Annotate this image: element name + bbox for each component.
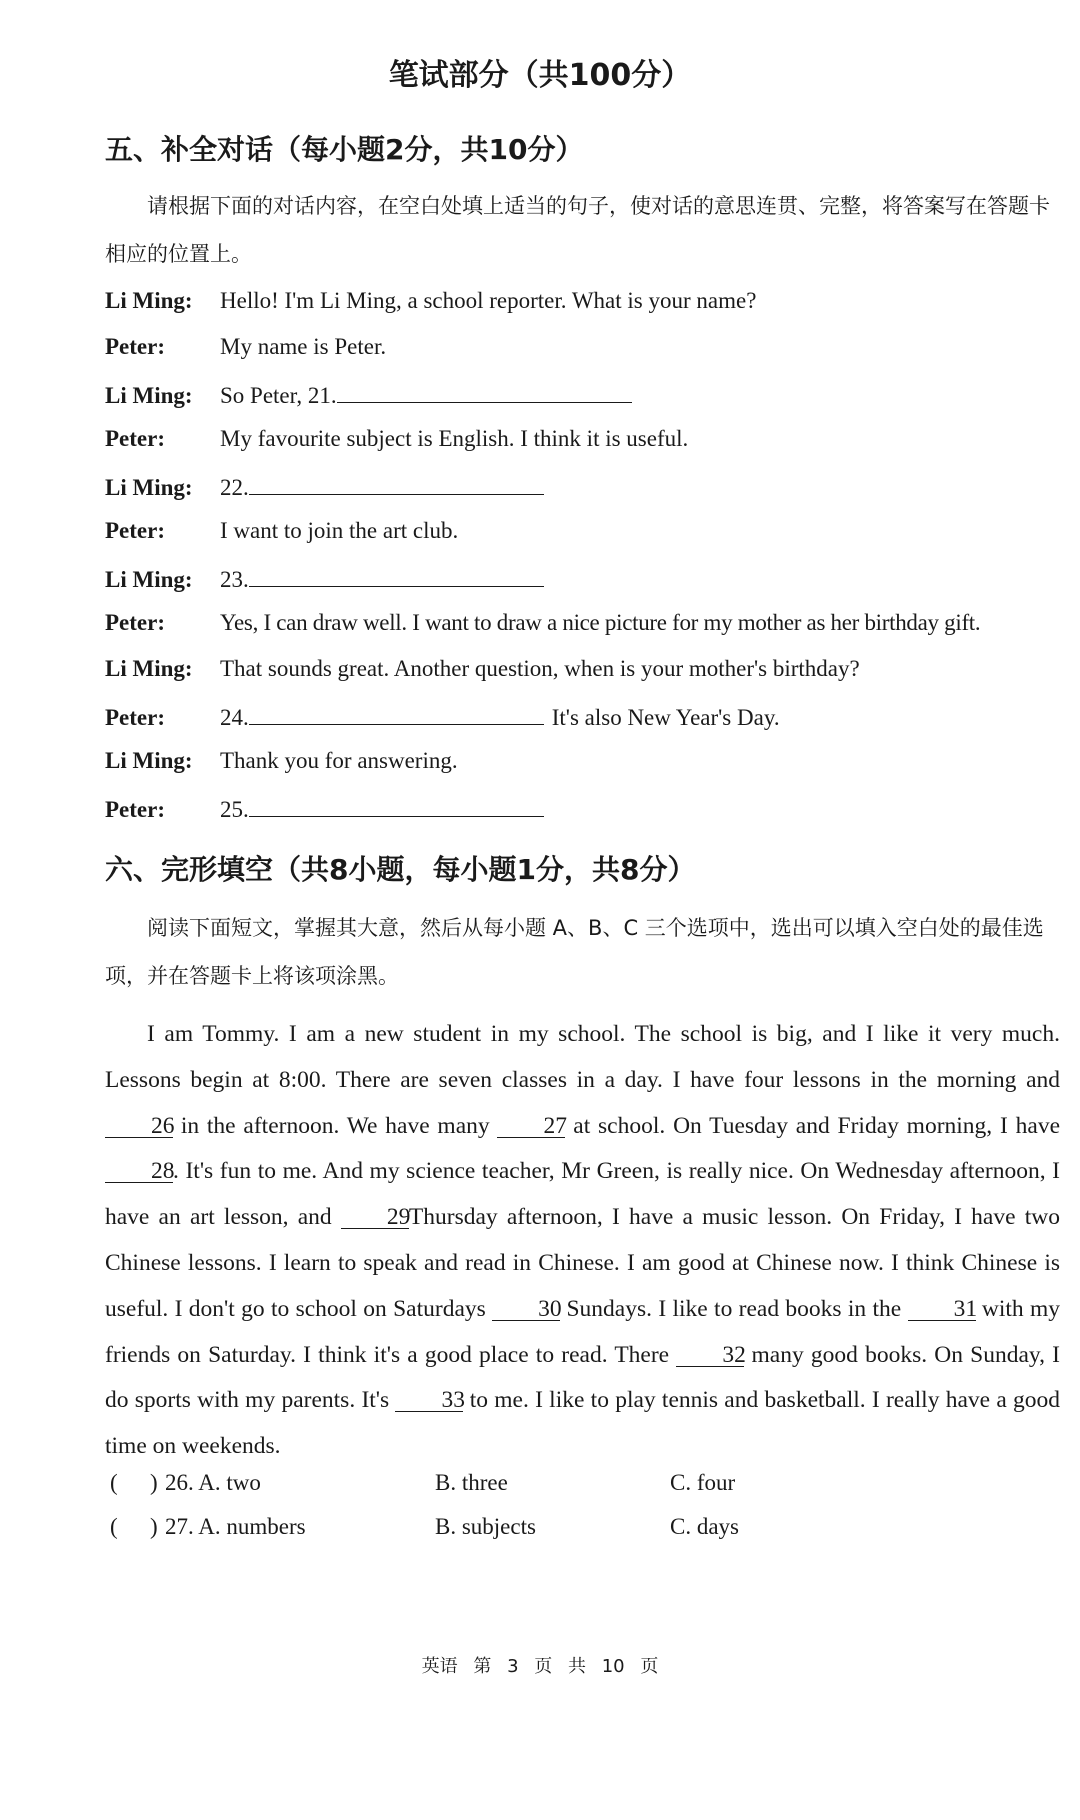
speech-text: So Peter, 21. [220,383,337,408]
answer-blank-24[interactable] [249,702,544,725]
answer-paren-open[interactable]: ( [110,1470,118,1495]
speaker-name: Peter: [105,610,165,635]
cloze-gap-28[interactable]: 28 [105,1160,173,1183]
cloze-gap-31[interactable]: 31 [908,1298,976,1321]
cloze-gap-32[interactable]: 32 [676,1344,744,1367]
passage-text: many good books. On Sunday, I do sports with my parents. It's [105,1341,1061,1414]
dialogue-line [105,334,386,374]
speech-text: It's also New Year's Day. [551,705,780,730]
speech-text: 25. [220,797,249,822]
dialogue-line [105,656,860,696]
speech-text: 22. [220,475,249,500]
answer-blank-22[interactable] [249,472,544,495]
option-c: C. days [670,1514,739,1539]
dialogue-line [105,518,458,558]
speech-text: Yes, I can draw well. I want to draw a nice picture for my mother as her birthday gift. [220,610,981,635]
passage-text: . It's fun to me. And my science teacher, Mr Green, is really nice. On Wednesday afternoon, I have an art lesson, and [105,1158,1060,1231]
speech-text: That sounds great. Another question, when is your mother's birthday? [220,656,860,681]
section6-instruction: 阅读下面短文，掌握其大意，然后从每小题 A、B、C 三个选项中，选出可以填入空白处的最佳选项，并在答题卡上将该项涂黑。 [105,916,1044,988]
page-title: 笔试部分（共100分） [388,58,692,93]
cloze-gap-26[interactable]: 26 [105,1115,173,1138]
speech-text: Hello! I'm Li Ming, a school reporter. What is your name? [220,288,757,313]
dialogue-line [105,748,458,788]
option-c: C. four [670,1470,736,1495]
answer-paren-close: ) [150,1470,158,1495]
answer-blank-23[interactable] [249,564,544,587]
section5-instruction: 请根据下面的对话内容，在空白处填上适当的句子，使对话的意思连贯、完整，将答案写在答题卡相应的位置上。 [105,194,1050,266]
dialogue-line [105,564,544,604]
speaker-name: Li Ming: [105,748,193,773]
passage-text: to me. I like to play tennis and basketball. I really have a good time on weekends. [105,1387,1061,1460]
answer-blank-21[interactable] [337,380,632,403]
speaker-name: Li Ming: [105,656,193,681]
dialogue-line [105,472,544,512]
speech-text: My favourite subject is English. I think it is useful. [220,426,689,451]
cloze-gap-30[interactable]: 30 [492,1298,560,1321]
section6-heading: 六、完形填空（共8小题，每小题1分，共8分） [105,853,696,886]
dialogue-line [105,794,544,834]
speaker-name: Peter: [105,705,165,730]
speech-text: 24. [220,705,249,730]
passage-text: with my friends on Saturday. I think it's a good place to read. There [105,1295,1061,1368]
cloze-gap-27[interactable]: 27 [497,1115,565,1138]
dialogue-line [105,610,980,650]
passage-text: in the afternoon. We have many [180,1112,490,1139]
speech-text: I want to join the art club. [220,518,459,543]
speaker-name: Li Ming: [105,567,193,592]
section5-heading: 五、补全对话（每小题2分，共10分） [105,133,584,166]
page-footer: 英语 第 3 页 共 10 页 [421,1656,659,1677]
passage-text: at school. On Tuesday and Friday morning, I have [573,1112,1060,1139]
dialogue-line [105,426,688,466]
answer-blank-25[interactable] [249,794,544,817]
dialogue-line [105,702,780,742]
speech-text: 23. [220,567,249,592]
speaker-name: Li Ming: [105,288,193,313]
dialogue-line [105,380,632,420]
speaker-name: Li Ming: [105,475,193,500]
speaker-name: Peter: [105,797,165,822]
dialogue-line [105,288,756,328]
cloze-passage [105,1012,1060,1470]
speaker-name: Peter: [105,334,165,359]
option-a: 27. A. numbers [165,1514,306,1539]
speaker-name: Peter: [105,426,165,451]
option-b: B. subjects [435,1514,536,1539]
option-a: 26. A. two [165,1470,261,1495]
speech-text: My name is Peter. [220,334,387,359]
passage-text: Thursday afternoon, I have a music lesson. On Friday, I have two Chinese lessons. I learn to speak and read in Chinese. I am good at Chinese now. I think Chinese is useful. I don't go to school on Saturdays [105,1204,1060,1322]
answer-paren-open[interactable]: ( [110,1514,118,1539]
cloze-gap-29[interactable]: 29 [341,1206,409,1229]
passage-text: Sundays. I like to read books in the [566,1295,902,1322]
option-b: B. three [435,1470,508,1495]
answer-paren-close: ) [150,1514,158,1539]
passage-text: I am Tommy. I am a new student in my school. The school is big, and I like it very much. Lessons begin at 8:00. There are seven classes in a day. I have four lessons in the morning and [105,1021,1060,1093]
speech-text: Thank you for answering. [220,748,458,773]
speaker-name: Li Ming: [105,383,193,408]
speaker-name: Peter: [105,518,165,543]
cloze-gap-33[interactable]: 33 [395,1389,463,1412]
